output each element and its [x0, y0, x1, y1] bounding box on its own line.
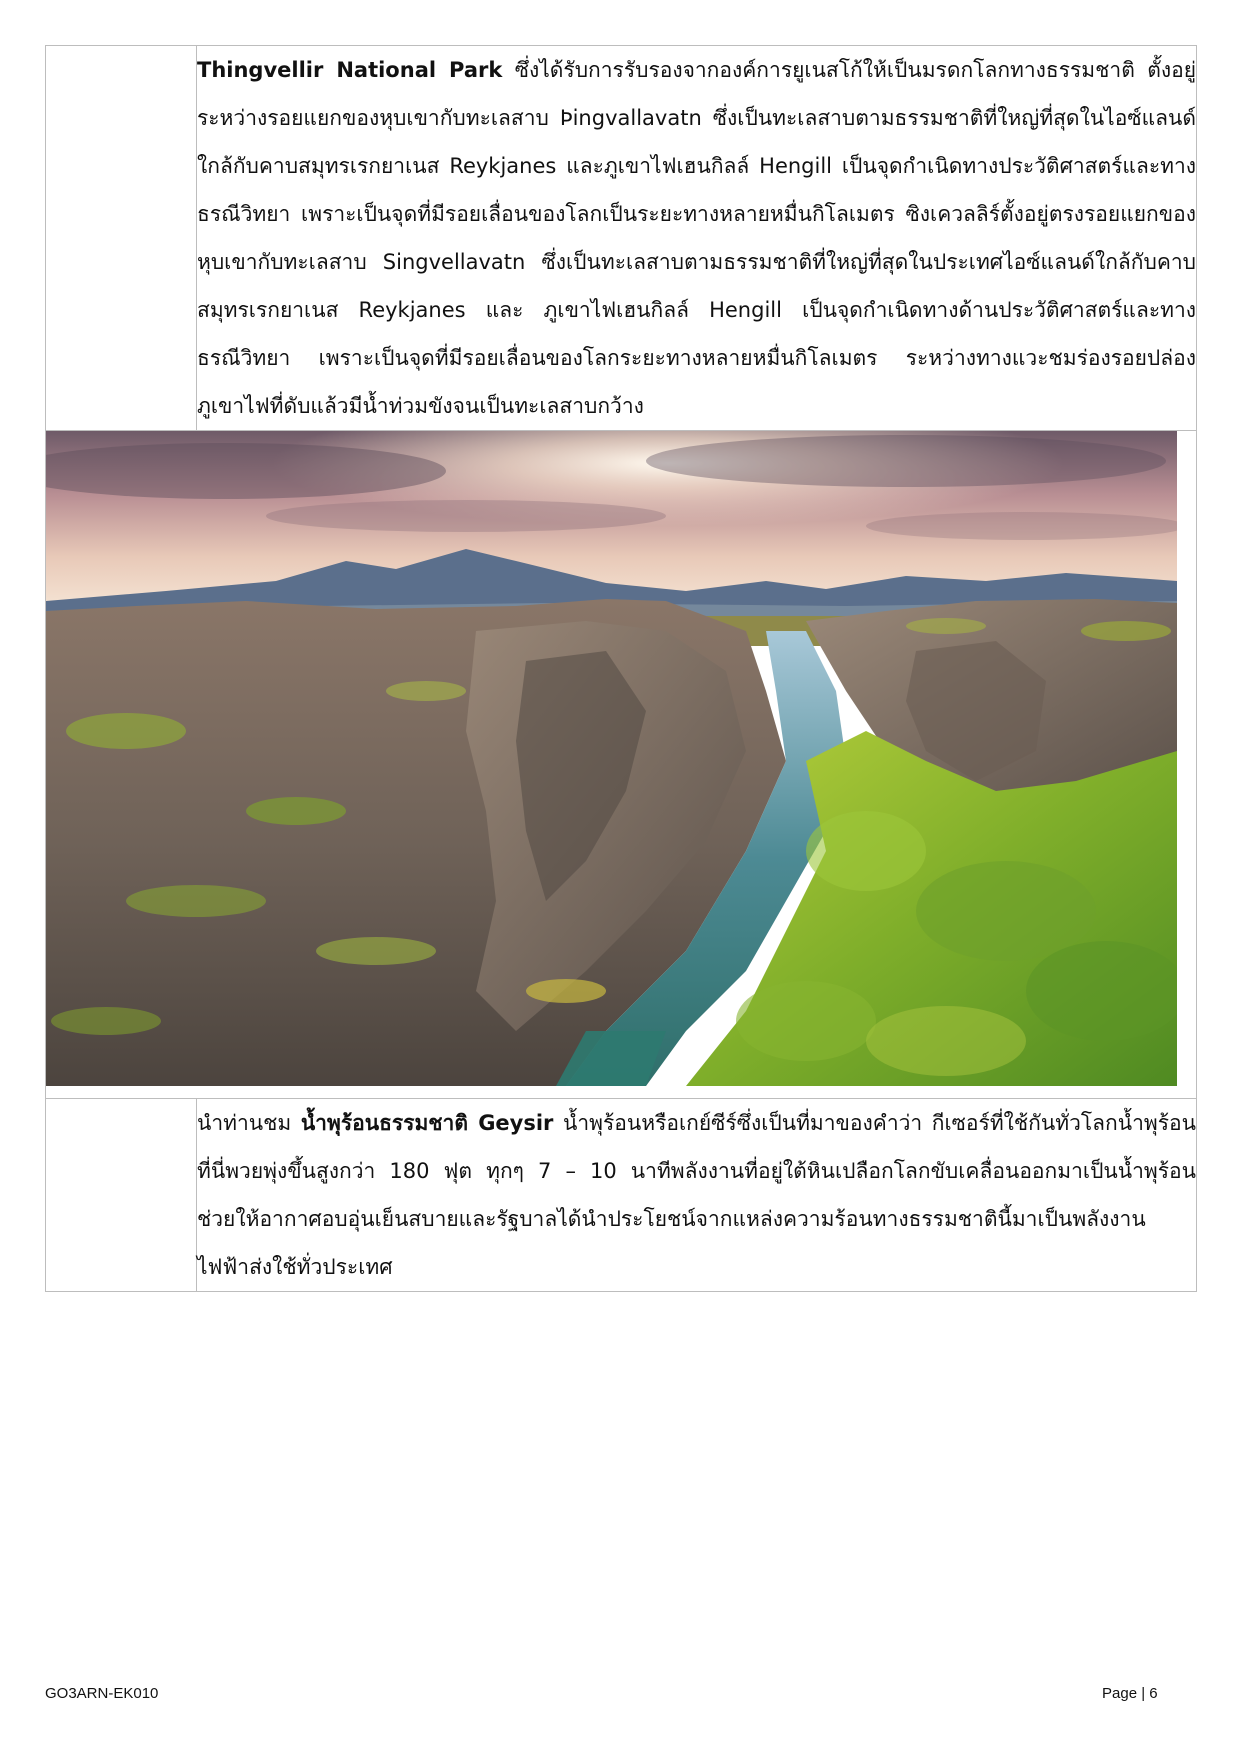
geysir-text: น้ำพุร้อนหรือเกย์ซีร์ซึ่งเป็นที่มาของคำว่า กีเซอร์ที่ใช้กันทั่วโลกน้ำพุร้อนที่นี่พวยพุ่งขึ้นสูงกว่า 180 ฟุต ทุกๆ 7 – 10 นาทีพลังงานที่อยู่ใต้หินเปลือกโลกขับเคลื่อนออกมาเป็นน้ำพุร้อน ช่วยให้อากาศอบอุ่นเย็นสบายและรัฐบาลได้นำประโยชน์จากแหล่งความร้อนทางธรรมชาตินี้มาเป็นพลังงานไฟฟ้าส่งใช้ทั่วประเทศ [197, 1111, 1196, 1279]
description-cell [197, 46, 1197, 431]
thingvellir-text: ซึ่งได้รับการรับรองจากองค์การยูเนสโก้ให้เป็นมรดกโลกทางธรรมชาติ ตั้งอยู่ระหว่างรอยแยกของหุบเขากับทะเลสาบ Þingvallavatn ซึ่งเป็นทะเลสาบตามธรรมชาติที่ใหญ่ที่สุดในไอซ์แลนด์ ใกล้กับคาบสมุทรเรกยาเนส Reykjanes และภูเขาไฟเฮนกิลล์ Hengill เป็นจุดกำเนิดทางประวัติศาสตร์และทางธรณีวิทยา เพราะเป็นจุดที่มีรอยเลื่อนของโลกเป็นระยะทางหลายหมื่นกิโลเมตร ซิงเควลลิร์ตั้งอยู่ตรงรอยแยกของหุบเขากับทะเลสาบ Singvellavatn ซึ่งเป็นทะเลสาบตามธรรมชาติที่ใหญ่ที่สุดในประเทศไอซ์แลนด์ใกล้กับคาบสมุทรเรกยาเนส Reykjanes และ ภูเขาไฟเฮนกิลล์ Hengill เป็นจุดกำเนิดทางด้านประวัติศาสตร์และทางธรณีวิทยา เพราะเป็นจุดที่มีรอยเลื่อนของโลกระยะทางหลายหมื่นกิโลเมตร ระหว่างทางแวะชมร่องรอยปล่องภูเขาไฟที่ดับแล้วมีน้ำท่วมขังจนเป็นทะเลสาบกว้าง [197, 58, 1196, 418]
itinerary-row-thingvellir [46, 46, 1197, 431]
thingvellir-title: Thingvellir National Park [197, 58, 503, 82]
photo-cell [46, 431, 1197, 1099]
day-cell [46, 46, 197, 431]
itinerary-row-photo [46, 431, 1197, 1099]
geysir-title: น้ำพุร้อนธรรมชาติ Geysir [300, 1111, 554, 1135]
day-cell [46, 1099, 197, 1292]
thingvellir-paragraph [197, 46, 1196, 430]
description-cell [197, 1099, 1197, 1292]
page-number: Page | 6 [1102, 1685, 1158, 1702]
thingvellir-rift-photo [46, 431, 1177, 1086]
itinerary-row-geysir [46, 1099, 1197, 1292]
itinerary-table [45, 45, 1197, 1292]
geysir-paragraph [197, 1099, 1196, 1291]
document-code: GO3ARN-EK010 [45, 1685, 159, 1702]
geysir-intro: นำท่านชม [197, 1111, 301, 1135]
